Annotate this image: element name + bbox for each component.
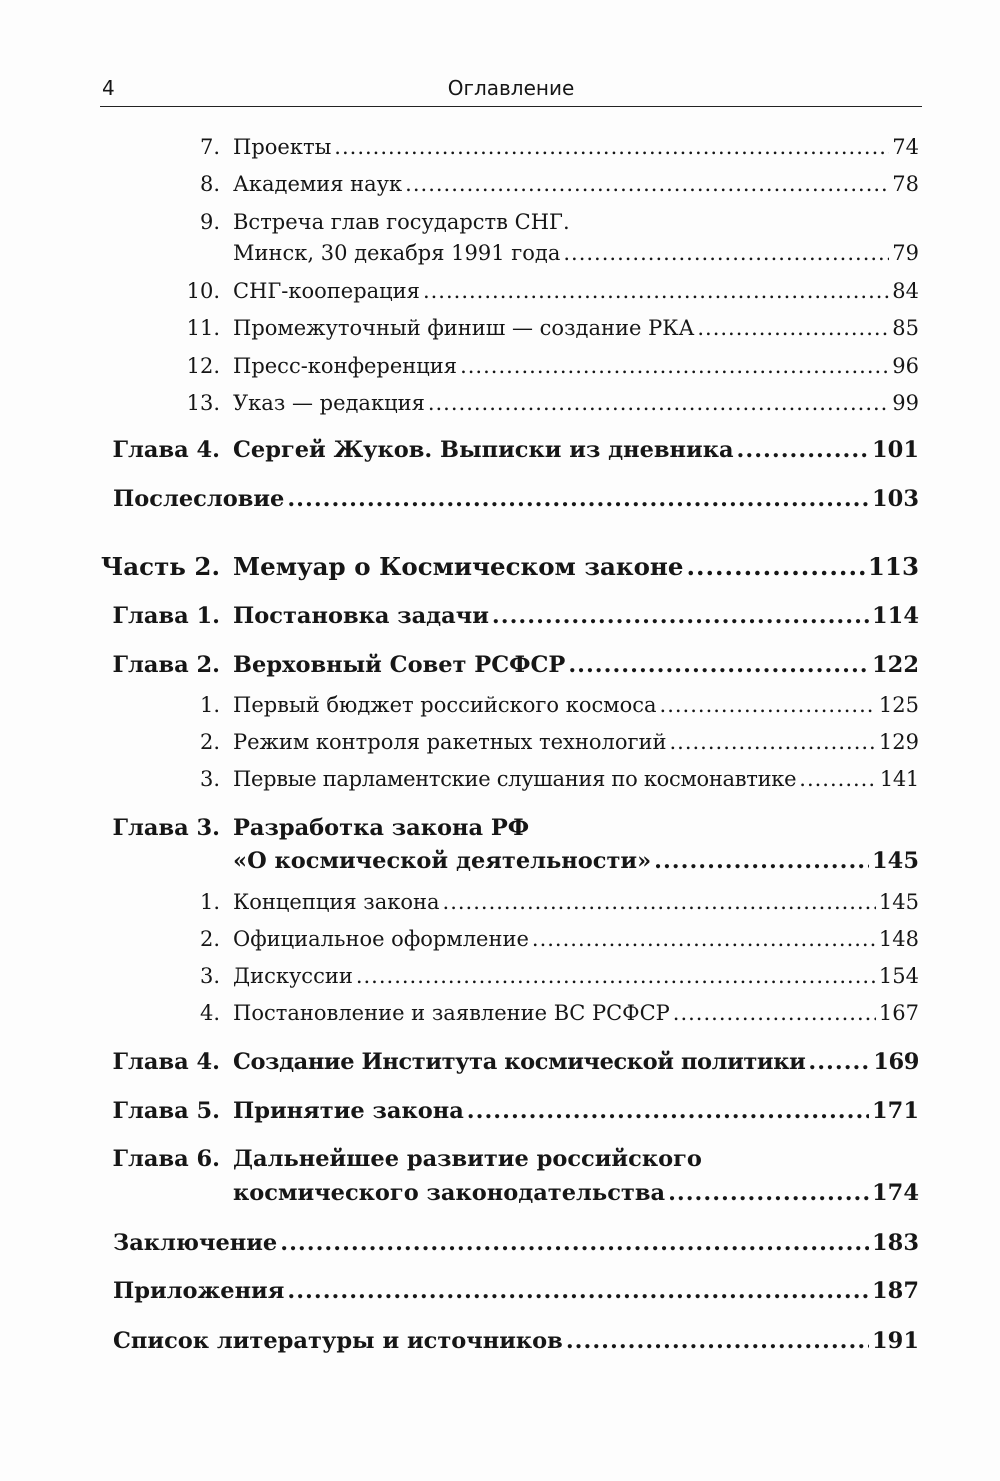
entry-line [233, 730, 919, 754]
entry-page: 171 [872, 1098, 919, 1124]
entry-page: 74 [892, 135, 919, 159]
part-number: Часть 2. [100, 552, 220, 581]
toc-entry [0, 172, 1000, 206]
entry-number: 10. [186, 279, 220, 303]
toc-part [0, 552, 1000, 586]
entry-page: 96 [892, 354, 919, 378]
entry-title: Академия наук [233, 172, 403, 196]
toc-section [0, 1230, 1000, 1264]
chapter-number: Глава 1. [112, 603, 220, 629]
toc-entry [0, 693, 1000, 727]
entry-page: 79 [892, 241, 919, 265]
chapter-title: Сергей Жуков. Выписки из дневника [233, 437, 734, 463]
entry-line [233, 1098, 919, 1124]
dot-leader [737, 437, 869, 463]
dot-leader [566, 1328, 869, 1354]
entry-page: 103 [872, 486, 919, 512]
dot-leader [808, 1049, 870, 1075]
entry-line [113, 1278, 919, 1304]
dot-leader [443, 890, 876, 914]
entry-line [233, 848, 919, 874]
dot-leader [654, 848, 869, 874]
entry-number: 8. [199, 172, 220, 196]
toc-entry [0, 354, 1000, 388]
entry-line [233, 279, 919, 303]
entry-line [233, 354, 919, 378]
entry-line [113, 1230, 919, 1256]
entry-line [233, 1001, 919, 1025]
page-number: 4 [102, 76, 115, 100]
entry-number: 12. [186, 354, 220, 378]
entry-line [233, 693, 919, 717]
dot-leader [668, 1180, 869, 1206]
dot-leader [460, 354, 889, 378]
toc-chapter [0, 603, 1000, 637]
entry-page: 148 [878, 927, 919, 951]
entry-line [233, 767, 919, 791]
entry-title: СНГ-кооперация [233, 279, 420, 303]
entry-line [233, 391, 919, 415]
dot-leader [673, 1001, 876, 1025]
entry-page: 114 [872, 603, 919, 629]
entry-number: 4. [199, 1001, 220, 1025]
chapter-title: Верховный Совет РСФСР [233, 652, 566, 678]
toc-entry [0, 890, 1000, 924]
toc-chapter [0, 652, 1000, 686]
toc-section [0, 1328, 1000, 1362]
entry-number: 13. [186, 391, 220, 415]
chapter-title: «О космической деятельности» [233, 848, 652, 874]
toc-entry [0, 730, 1000, 764]
toc-entry-continuation [0, 241, 1000, 275]
toc-chapter [0, 1049, 1000, 1083]
entry-line [233, 172, 919, 196]
dot-leader [287, 1278, 869, 1304]
entry-line [233, 1180, 919, 1206]
toc-chapter [0, 1098, 1000, 1132]
toc-section [0, 486, 1000, 520]
entry-page: 191 [872, 1328, 919, 1354]
dot-leader [532, 927, 876, 951]
entry-title: Официальное оформление [233, 927, 529, 951]
toc-chapter-continuation [0, 848, 1000, 882]
chapter-number: Глава 6. [112, 1146, 220, 1172]
entry-number: 1. [199, 890, 220, 914]
entry-page: 167 [878, 1001, 919, 1025]
dot-leader [697, 316, 889, 340]
entry-page: 129 [878, 730, 919, 754]
entry-number: 7. [199, 135, 220, 159]
toc-entry [0, 279, 1000, 313]
toc-entry [0, 391, 1000, 425]
dot-leader [563, 241, 889, 265]
dot-leader [799, 767, 877, 791]
entry-line [233, 927, 919, 951]
entry-page: 101 [872, 437, 919, 463]
entry-title: Концепция закона [233, 890, 440, 914]
section-title: Послесловие [113, 486, 285, 512]
entry-line [233, 552, 919, 581]
entry-line [233, 964, 919, 988]
entry-page: 113 [867, 552, 919, 581]
dot-leader [492, 603, 869, 629]
chapter-title: Принятие закона [233, 1098, 464, 1124]
entry-line [233, 890, 919, 914]
dot-leader [405, 172, 889, 196]
dot-leader [356, 964, 876, 988]
running-header [100, 72, 922, 107]
toc-section [0, 1278, 1000, 1312]
entry-number: 2. [199, 927, 220, 951]
chapter-number: Глава 3. [112, 815, 220, 841]
dot-leader [568, 652, 869, 678]
toc-entry [0, 767, 1000, 801]
chapter-number: Глава 4. [112, 437, 220, 463]
entry-page: 122 [872, 652, 919, 678]
entry-page: 99 [892, 391, 919, 415]
part-title: Мемуар о Космическом законе [233, 552, 684, 581]
entry-number: 9. [199, 210, 220, 234]
page-title: Оглавление [447, 76, 575, 100]
chapter-number: Глава 5. [112, 1098, 220, 1124]
chapter-title-line1: Разработка закона РФ [233, 815, 530, 841]
entry-page: 145 [872, 848, 919, 874]
entry-line [233, 652, 919, 678]
entry-title: Проекты [233, 135, 332, 159]
entry-title: Дискуссии [233, 964, 353, 988]
toc-entry [0, 1001, 1000, 1035]
toc-entry [0, 964, 1000, 998]
toc-entry [0, 210, 1000, 244]
entry-title: Минск, 30 декабря 1991 года [233, 241, 561, 265]
dot-leader [334, 135, 889, 159]
chapter-title-line1: Дальнейшее развитие российского [233, 1146, 702, 1172]
entry-title: Пресс-конференция [233, 354, 458, 378]
entry-page: 145 [878, 890, 919, 914]
entry-page: 78 [892, 172, 919, 196]
section-title: Заключение [113, 1230, 278, 1256]
entry-title: Промежуточный финиш — создание РКА [233, 316, 695, 340]
entry-line [113, 486, 919, 512]
entry-number: 11. [186, 316, 220, 340]
entry-line [113, 1328, 919, 1354]
entry-title: Первый бюджет российского космоса [233, 693, 657, 717]
dot-leader [423, 279, 889, 303]
chapter-title: Создание Института космической политики [233, 1049, 806, 1075]
entry-page: 84 [892, 279, 919, 303]
toc-chapter [0, 1146, 1000, 1180]
dot-leader [686, 552, 864, 581]
entry-line [233, 1049, 919, 1075]
section-title: Список литературы и источников [113, 1328, 563, 1354]
chapter-title: Постановка задачи [233, 603, 489, 629]
entry-page: 141 [879, 767, 919, 791]
entry-title: Первые парламентские слушания по космонавтике [233, 767, 797, 791]
chapter-title: космического законодательства [233, 1180, 666, 1206]
entry-page: 154 [878, 964, 919, 988]
entry-page: 169 [873, 1049, 919, 1075]
toc-chapter [0, 815, 1000, 849]
entry-line [233, 135, 919, 159]
entry-page: 183 [872, 1230, 919, 1256]
dot-leader [280, 1230, 869, 1256]
entry-page: 174 [872, 1180, 919, 1206]
entry-number: 3. [199, 767, 220, 791]
entry-number: 3. [199, 964, 220, 988]
entry-line [233, 603, 919, 629]
entry-page: 187 [872, 1278, 919, 1304]
entry-title: Указ — редакция [233, 391, 425, 415]
chapter-number: Глава 2. [112, 652, 220, 678]
dot-leader [660, 693, 876, 717]
dot-leader [287, 486, 869, 512]
entry-title-line1: Встреча глав государств СНГ. [233, 210, 570, 234]
entry-number: 2. [199, 730, 220, 754]
entry-number: 1. [199, 693, 220, 717]
toc-entry [0, 135, 1000, 169]
dot-leader [428, 391, 889, 415]
entry-page: 125 [878, 693, 919, 717]
dot-leader [669, 730, 875, 754]
entry-title: Постановление и заявление ВС РСФСР [233, 1001, 670, 1025]
toc-entry [0, 316, 1000, 350]
toc-chapter [0, 437, 1000, 471]
toc-chapter-continuation [0, 1180, 1000, 1214]
chapter-number: Глава 4. [112, 1049, 220, 1075]
entry-line [233, 437, 919, 463]
entry-page: 85 [892, 316, 919, 340]
entry-line [233, 241, 919, 265]
dot-leader [467, 1098, 869, 1124]
entry-title: Режим контроля ракетных технологий [233, 730, 667, 754]
entry-line [233, 316, 919, 340]
toc-entry [0, 927, 1000, 961]
section-title: Приложения [113, 1278, 285, 1304]
